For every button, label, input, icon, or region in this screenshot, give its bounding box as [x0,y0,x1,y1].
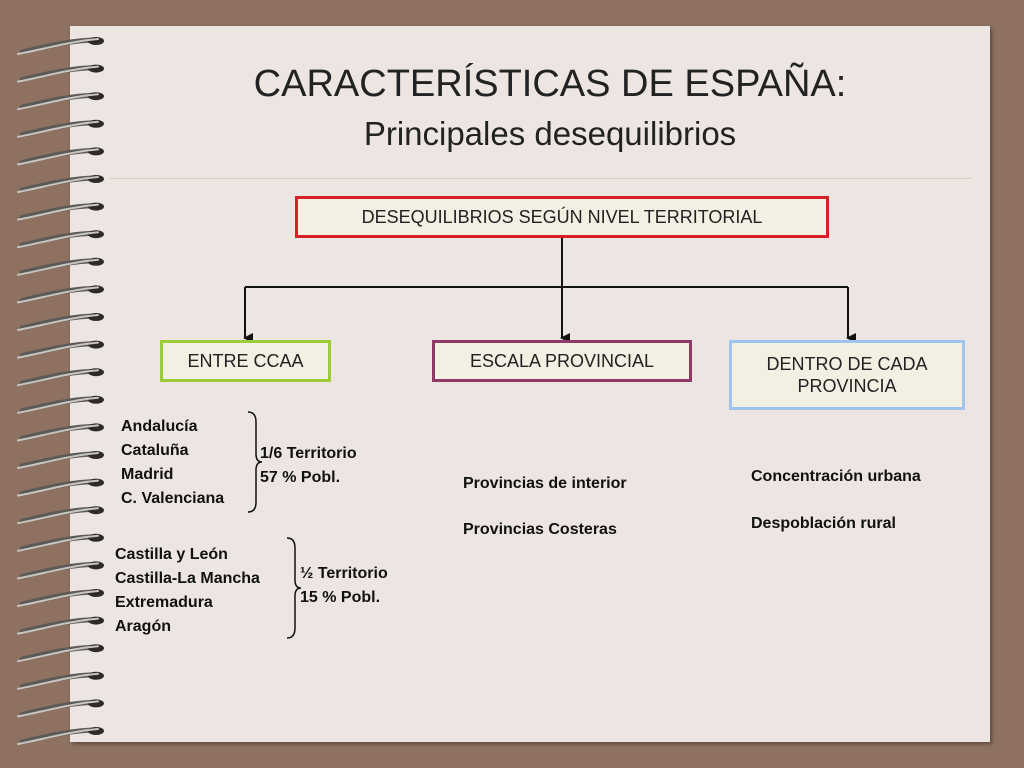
slide-title: CARACTERÍSTICAS DE ESPAÑA: [253,63,847,105]
region-item: Aragón [115,618,171,635]
region-item: Andalucía [121,418,198,435]
population-share: 15 % Pobl. [300,589,381,606]
region-item: Cataluña [121,442,189,459]
ccaa-group1-list [121,415,224,511]
root-node [295,196,829,238]
region-item: Madrid [121,466,174,483]
territory-share: ½ Territorio [300,565,388,582]
dentro-item: Concentración urbana [751,468,921,485]
provincial-item: Provincias Costeras [463,521,617,538]
provincial-item: Provincias de interior [463,475,627,492]
branch-node-dentro [729,340,965,410]
region-item: Extremadura [115,594,213,611]
branch-node-dentro-label: DENTRO DE CADA PROVINCIA [766,354,928,396]
branch-node-ccaa [160,340,331,382]
ccaa-group2-list [115,543,260,639]
population-share: 57 % Pobl. [260,469,341,486]
ccaa-group2-stats [300,562,388,610]
branch-node-provincial [432,340,692,382]
slide-subtitle: Principales desequilibrios [363,115,737,152]
region-item: Castilla-La Mancha [115,570,260,587]
dentro-item: Despoblación rural [751,515,896,532]
ccaa-group1-stats [260,442,357,490]
territory-share: 1/6 Territorio [260,445,357,462]
region-item: C. Valenciana [121,490,225,507]
branch-node-provincial-label: ESCALA PROVINCIAL [469,351,655,371]
region-item: Castilla y León [115,546,228,563]
branch-node-ccaa-label: ENTRE CCAA [187,351,304,371]
root-node-label: DESEQUILIBRIOS SEGÚN NIVEL TERRITORIAL [361,207,763,227]
